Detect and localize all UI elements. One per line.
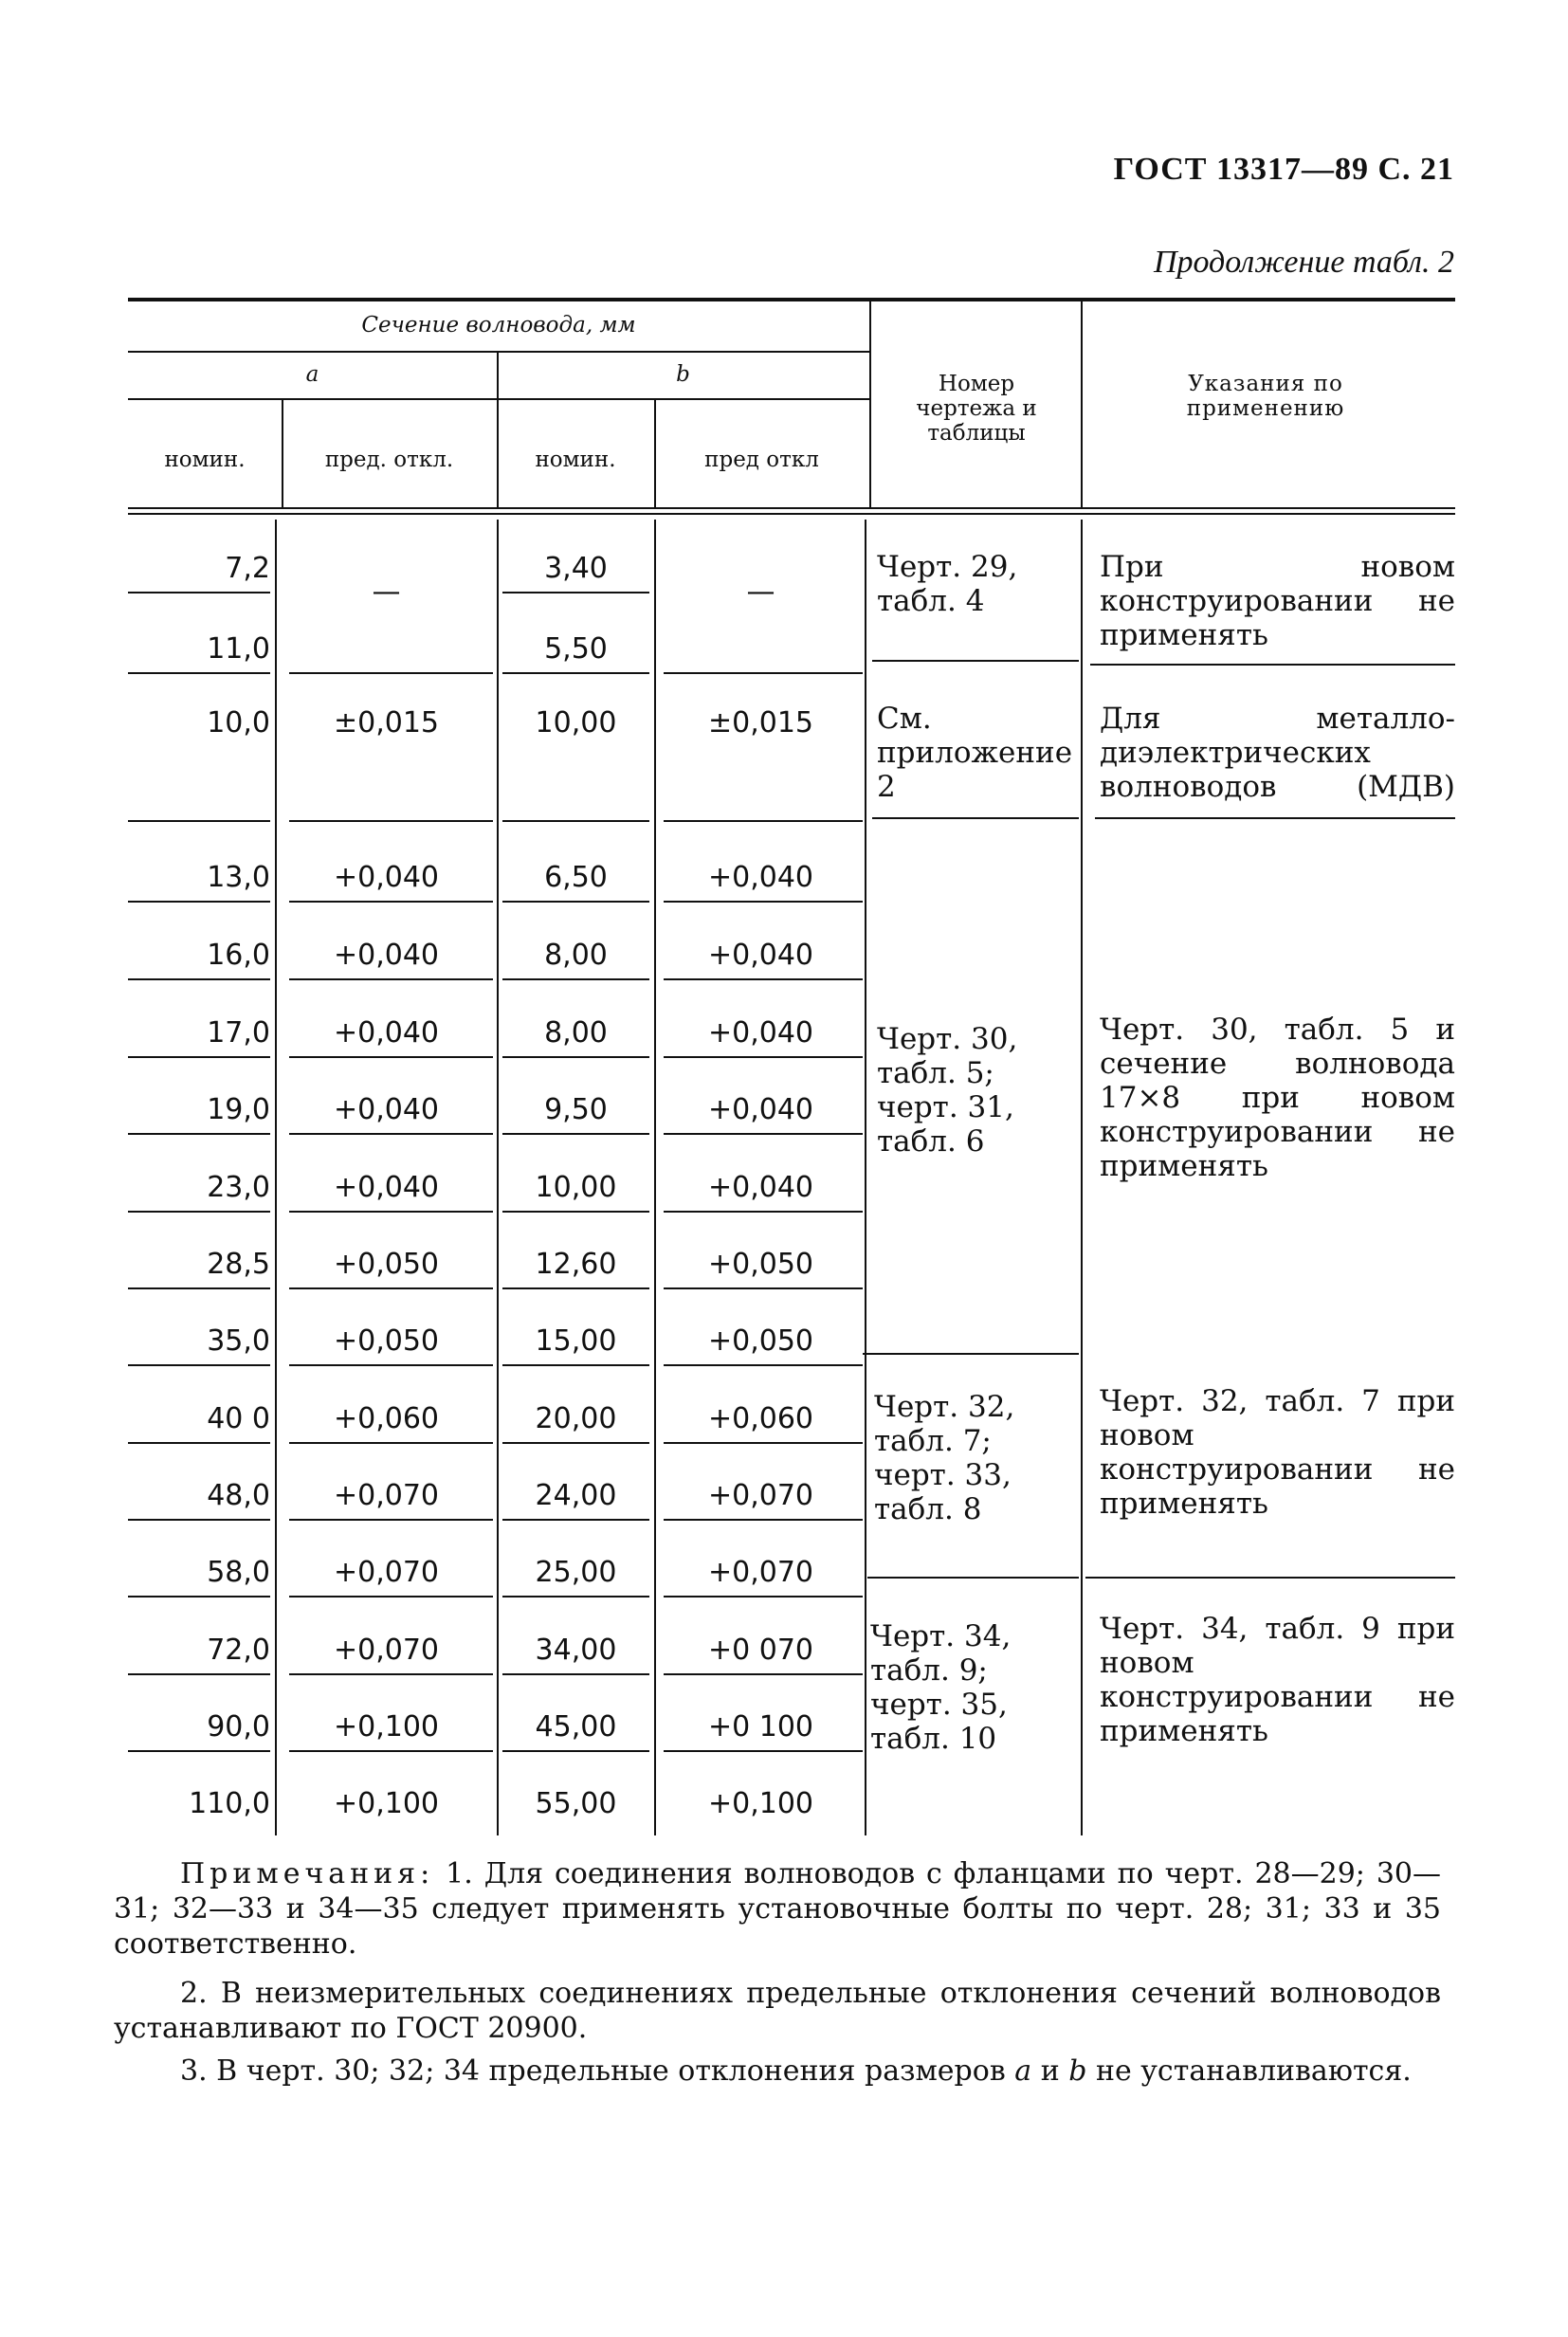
table-cell-b: 10,00: [535, 1171, 617, 1204]
body-divider-4: [865, 520, 866, 1835]
table-cell-db: +0,050: [707, 1248, 814, 1281]
table-top-rule: [128, 298, 1455, 301]
table-cell-da: +0,070: [333, 1556, 440, 1589]
table-cell-db: ±0,015: [707, 706, 814, 739]
table-cell-b: 20,00: [535, 1402, 617, 1435]
row-rule: [502, 1211, 649, 1213]
table-cell-b: 15,00: [535, 1324, 617, 1358]
row-rule: [289, 672, 493, 674]
table-cell-db: —: [746, 575, 775, 609]
table-cell-a: 16,0: [207, 939, 270, 972]
row-rule: [128, 1364, 270, 1366]
row-rule: [289, 1364, 493, 1366]
row-rule: [664, 1750, 863, 1752]
table-cell-db: +0,040: [707, 1093, 814, 1126]
table-cell-db: +0 100: [707, 1710, 814, 1744]
table-cell-db: +0,040: [707, 1171, 814, 1204]
table-cell-da: ±0,015: [333, 706, 440, 739]
row-rule: [128, 1442, 270, 1444]
drawing-ref-4: Черт. 32, табл. 7; черт. 33, табл. 8: [874, 1390, 1015, 1526]
table-cell-a: 72,0: [207, 1634, 270, 1667]
header-waveguide-section: Сечение волновода, мм: [361, 313, 636, 338]
row-rule: [502, 1364, 649, 1366]
table-cell-db: +0,070: [707, 1556, 814, 1589]
table-continuation-label: Продолжение табл. 2: [1153, 245, 1454, 280]
row-rule: [502, 672, 649, 674]
row-rule: [502, 1750, 649, 1752]
notes-paragraph-3: [114, 2054, 1441, 2089]
usage-note-5: Черт. 34, табл. 9 при новом конструировании не применять: [1100, 1612, 1455, 1748]
table-cell-da: +0,060: [333, 1402, 440, 1435]
row-rule: [502, 592, 649, 593]
table-cell-b: 45,00: [535, 1710, 617, 1744]
row-rule: [664, 978, 863, 980]
row-rule: [664, 1364, 863, 1366]
header-tolerance-b: пред откл: [704, 447, 819, 472]
header-bottom-rule-2: [128, 513, 1455, 515]
row-rule: [289, 1596, 493, 1598]
group-rule-drawing-1: [872, 660, 1079, 662]
notes-paragraph-1: [114, 1856, 1441, 1962]
row-rule: [289, 1519, 493, 1521]
usage-note-3: Черт. 30, табл. 5 и сечение волновода 17×8 при новом конструировании не применять: [1100, 1013, 1455, 1183]
row-rule: [502, 1133, 649, 1135]
row-rule: [128, 1056, 270, 1058]
row-rule: [664, 1133, 863, 1135]
row-rule: [664, 1596, 863, 1598]
row-rule: [128, 592, 270, 593]
header-col-b: b: [676, 362, 690, 387]
row-rule: [128, 820, 270, 822]
header-rule-ab: [128, 398, 869, 400]
table-cell-db: +0,040: [707, 939, 814, 972]
note-3-and: и: [1040, 2054, 1060, 2088]
row-rule: [502, 820, 649, 822]
table-cell-b: 9,50: [544, 1093, 608, 1126]
header-bottom-rule: [128, 507, 1455, 509]
row-rule: [664, 901, 863, 903]
row-rule: [128, 1287, 270, 1289]
table-cell-a: 13,0: [207, 861, 270, 894]
table-cell-da: +0,070: [333, 1479, 440, 1512]
table-cell-da: +0,050: [333, 1248, 440, 1281]
drawing-ref-1: Черт. 29, табл. 4: [877, 550, 1018, 618]
table-cell-a: 7,2: [225, 552, 270, 585]
row-rule: [664, 1211, 863, 1213]
table-cell-a: 19,0: [207, 1093, 270, 1126]
body-divider-2: [497, 520, 499, 1835]
row-rule: [502, 1442, 649, 1444]
header-tolerance-a: пред. откл.: [324, 447, 454, 472]
drawing-ref-2: См. приложение 2: [877, 702, 1073, 804]
table-cell-da: +0,070: [333, 1634, 440, 1667]
row-rule: [502, 1056, 649, 1058]
row-rule: [664, 1519, 863, 1521]
row-rule: [289, 1287, 493, 1289]
row-rule: [289, 1750, 493, 1752]
usage-note-2: Для металло-диэлектрических волноводов (МДВ): [1100, 702, 1455, 804]
row-rule: [128, 901, 270, 903]
table-cell-db: +0,040: [707, 861, 814, 894]
row-rule: [128, 1211, 270, 1213]
row-rule: [128, 672, 270, 674]
table-cell-b: 12,60: [535, 1248, 617, 1281]
note-3-dim-b: b: [1068, 2054, 1087, 2088]
table-cell-b: 34,00: [535, 1634, 617, 1667]
table-cell-db: +0,100: [707, 1787, 814, 1820]
notes-paragraph-2: [114, 1976, 1441, 2046]
row-rule: [289, 1211, 493, 1213]
group-rule-drawing-2: [872, 817, 1079, 819]
header-divider-5: [1081, 301, 1083, 507]
group-rule-drawing-3: [863, 1353, 1079, 1355]
row-rule: [289, 1442, 493, 1444]
table-cell-b: 24,00: [535, 1479, 617, 1512]
row-rule: [289, 1056, 493, 1058]
table-cell-b: 8,00: [544, 939, 608, 972]
row-rule: [664, 1673, 863, 1675]
row-rule: [289, 978, 493, 980]
table-cell-a: 40 0: [207, 1402, 270, 1435]
table-cell-b: 25,00: [535, 1556, 617, 1589]
note-3-end: не устанавливаются.: [1096, 2054, 1412, 2088]
table-cell-b: 3,40: [544, 552, 608, 585]
row-rule: [128, 978, 270, 980]
table-cell-db: +0 070: [707, 1634, 814, 1667]
row-rule: [502, 1673, 649, 1675]
note-2-text: 2. В неизмерительных соединениях предельные отклонения сечений волноводов устанавливают по ГОСТ 20900.: [114, 1977, 1441, 2045]
table-cell-a: 35,0: [207, 1324, 270, 1358]
table-cell-da: +0,100: [333, 1710, 440, 1744]
table-cell-a: 11,0: [207, 632, 270, 666]
table-cell-db: +0,050: [707, 1324, 814, 1358]
table-cell-b: 5,50: [544, 632, 608, 666]
header-rule-group: [128, 351, 869, 353]
drawing-ref-5: Черт. 34, табл. 9; черт. 35, табл. 10: [870, 1619, 1012, 1756]
group-rule-notes-4: [1085, 1577, 1455, 1579]
row-rule: [128, 1133, 270, 1135]
drawing-ref-3: Черт. 30, табл. 5; черт. 31, табл. 6: [877, 1022, 1018, 1159]
row-rule: [664, 1056, 863, 1058]
row-rule: [289, 1133, 493, 1135]
row-rule: [289, 901, 493, 903]
header-nomin-b: номин.: [535, 447, 616, 472]
table-cell-da: +0,050: [333, 1324, 440, 1358]
table-cell-a: 58,0: [207, 1556, 270, 1589]
row-rule: [664, 1442, 863, 1444]
table-cell-a: 48,0: [207, 1479, 270, 1512]
table-cell-da: —: [372, 575, 401, 609]
table-cell-a: 23,0: [207, 1171, 270, 1204]
row-rule: [128, 1519, 270, 1521]
table-cell-a: 28,5: [207, 1248, 270, 1281]
table-cell-a: 110,0: [189, 1787, 270, 1820]
row-rule: [128, 1750, 270, 1752]
header-nomin-a: номин.: [164, 447, 246, 472]
table-cell-da: +0,040: [333, 1171, 440, 1204]
table-cell-a: 10,0: [207, 706, 270, 739]
body-divider-3: [654, 520, 656, 1835]
row-rule: [502, 1287, 649, 1289]
row-rule: [289, 820, 493, 822]
header-usage-notes: Указания по применению: [1186, 372, 1345, 421]
table-cell-da: +0,040: [333, 861, 440, 894]
table-cell-b: 10,00: [535, 706, 617, 739]
table-cell-da: +0,040: [333, 939, 440, 972]
table-cell-db: +0,060: [707, 1402, 814, 1435]
table-cell-b: 55,00: [535, 1787, 617, 1820]
page-header: ГОСТ 13317—89 С. 21: [1113, 152, 1454, 187]
group-rule-drawing-4: [867, 1577, 1079, 1579]
header-col-a: a: [305, 362, 319, 387]
table-cell-da: +0,100: [333, 1787, 440, 1820]
usage-note-1: При новом конструировании не применять: [1100, 550, 1455, 652]
row-rule: [664, 820, 863, 822]
table-cell-db: +0,040: [707, 1016, 814, 1050]
table-cell-a: 90,0: [207, 1710, 270, 1744]
group-rule-notes-1: [1090, 664, 1455, 666]
table-cell-b: 6,50: [544, 861, 608, 894]
table-cell-db: +0,070: [707, 1479, 814, 1512]
row-rule: [502, 1596, 649, 1598]
notes-label: Примечания:: [180, 1857, 435, 1890]
row-rule: [502, 978, 649, 980]
row-rule: [664, 672, 863, 674]
header-drawing-number: Номер чертежа и таблицы: [916, 372, 1037, 446]
row-rule: [289, 1673, 493, 1675]
table-cell-da: +0,040: [333, 1016, 440, 1050]
row-rule: [128, 1596, 270, 1598]
row-rule: [128, 1673, 270, 1675]
note-3-dim-a: a: [1014, 2054, 1032, 2088]
note-1-text: 1. Для соединения волноводов с фланцами по черт. 28—29; 30—31; 32—33 и 34—35 следует применять установочные болты по черт. 28; 31; 33 и 35 соответственно.: [114, 1857, 1441, 1961]
row-rule: [664, 1287, 863, 1289]
body-divider-5: [1081, 520, 1083, 1835]
row-rule: [502, 901, 649, 903]
row-rule: [502, 1519, 649, 1521]
table-cell-a: 17,0: [207, 1016, 270, 1050]
group-rule-notes-2: [1095, 817, 1455, 819]
table-cell-b: 8,00: [544, 1016, 608, 1050]
note-3-text: 3. В черт. 30; 32; 34 предельные отклонения размеров: [180, 2054, 1006, 2088]
table-cell-da: +0,040: [333, 1093, 440, 1126]
usage-note-4: Черт. 32, табл. 7 при новом конструировании не применять: [1100, 1384, 1455, 1521]
header-divider-4: [869, 301, 871, 507]
